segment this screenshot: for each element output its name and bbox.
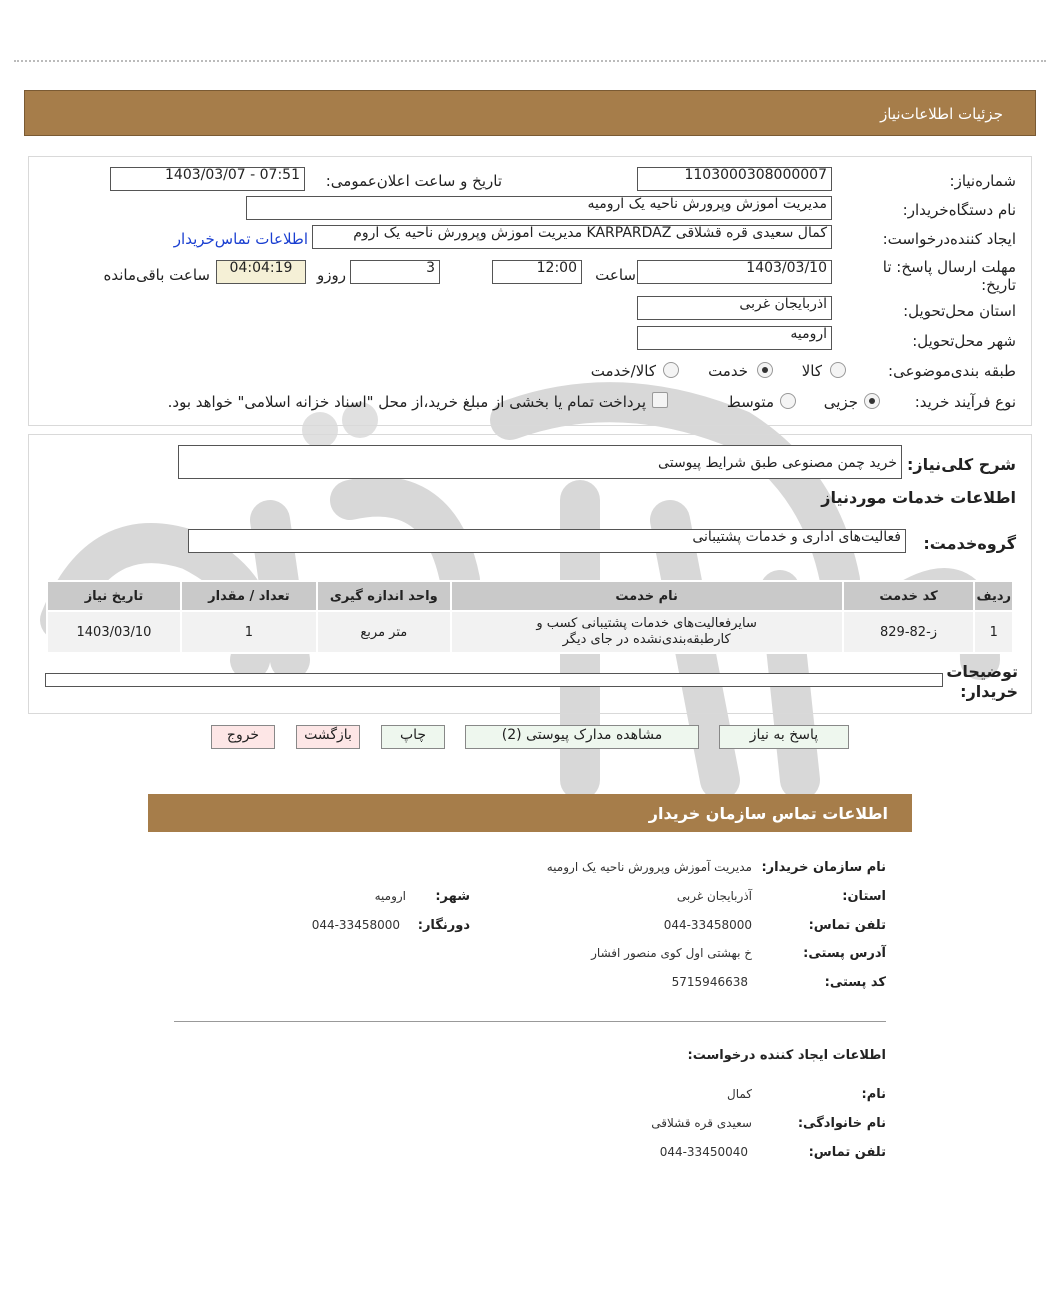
category-radio-service[interactable] (757, 362, 773, 378)
summary-label: شرح کلی‌نیاز: (907, 455, 1016, 474)
cell-unit: متر مربع (317, 611, 451, 653)
page-header (24, 90, 1036, 136)
remaining-label: ساعت باقی‌مانده (103, 266, 210, 284)
view-documents-button[interactable]: مشاهده مدارک پیوستی (2) (465, 725, 699, 749)
contact-phone-label: تلفن تماس: (808, 918, 886, 933)
reply-button[interactable]: پاسخ به نیاز (719, 725, 849, 749)
contact-city-label: شهر: (435, 889, 470, 904)
category-radio-goods-service[interactable] (663, 362, 679, 378)
payment-note: پرداخت تمام یا بخشی از مبلغ خرید،از محل "اسناد خزانه اسلامی" خواهد بود. (167, 393, 646, 411)
col-header-need-date: تاریخ نیاز (47, 581, 181, 611)
deadline-label: مهلت ارسال پاسخ: تا تاریخ: (882, 258, 1016, 294)
contact-header (148, 794, 912, 832)
time-label: ساعت (595, 266, 636, 284)
category-label: طبقه بندی‌موضوعی: (888, 362, 1016, 380)
contact-postal-label: کد پستی: (824, 975, 886, 990)
contact-org-label: نام سازمان خریدار: (761, 860, 886, 875)
creator-name-label: نام: (861, 1087, 886, 1102)
creator-phone-label: تلفن تماس: (808, 1145, 886, 1160)
exit-button[interactable]: خروج (211, 725, 275, 749)
col-header-service-code: کد خدمت (843, 581, 975, 611)
services-table (46, 580, 1014, 654)
cell-service-name: سایرفعالیت‌های خدمات پشتیبانی کسب و کارطبقه‌بندی‌نشده در جای دیگر (451, 611, 843, 653)
process-option-medium: متوسط (726, 393, 774, 411)
category-radio-goods[interactable] (830, 362, 846, 378)
table-header-row (47, 581, 1013, 611)
cell-need-date: 1403/03/10 (47, 611, 181, 653)
creator-info-heading: اطلاعات ایجاد کننده درخواست: (687, 1048, 886, 1063)
cell-quantity: 1 (181, 611, 317, 653)
deadline-time-field: 12:00 (492, 260, 582, 284)
buyer-notes-field (45, 673, 943, 687)
contact-org-value: مدیریت آموزش وپرورش ناحیه یک ارومیه (546, 860, 752, 874)
contact-address-value: خ بهشتی اول کوی منصور افشار (591, 946, 752, 960)
announce-field: 1403/03/07 - 07:51 (110, 167, 305, 191)
contact-province-value: آذربایجان غربی (676, 889, 752, 903)
cell-row-number: 1 (974, 611, 1013, 653)
province-label: استان محل‌تحویل: (903, 302, 1016, 320)
city-field: ارومیه (637, 326, 832, 350)
category-option-goods-service: کالا/خدمت (590, 362, 656, 380)
summary-field: خرید چمن مصنوعی طبق شرایط پیوستی (178, 445, 902, 479)
process-option-minor: جزیی (823, 393, 858, 411)
table-row (47, 611, 1013, 653)
buyer-contact-link[interactable]: اطلاعات تماس‌خریدار (173, 230, 308, 248)
process-radio-medium[interactable] (780, 393, 796, 409)
category-option-goods: کالا (801, 362, 822, 380)
buyer-notes-label: توضیحات خریدار: (946, 662, 1018, 701)
city-label: شهر محل‌تحویل: (912, 332, 1016, 350)
process-radio-minor[interactable] (864, 393, 880, 409)
print-button[interactable]: چاپ (381, 725, 445, 749)
treasury-payment-checkbox[interactable] (652, 392, 668, 408)
category-option-service: خدمت (708, 362, 748, 380)
contact-postal-value: 5715946638 (671, 975, 748, 989)
creator-field: کمال سعیدی قره قشلاقی KARPARDAZ مدیریت آموزش وپرورش ناحیه یک اروم (312, 225, 832, 249)
col-header-quantity: تعداد / مقدار (181, 581, 317, 611)
contact-fax-label: دورنگار: (417, 918, 470, 933)
col-header-row-number: ردیف (974, 581, 1013, 611)
contact-title: اطلاعات تماس سازمان خریدار (648, 804, 888, 823)
days-label: روزو (317, 266, 346, 284)
deadline-date-field: 1403/03/10 (637, 260, 832, 284)
page-title: جزئیات اطلاعات‌نیاز (880, 105, 1003, 123)
top-divider (14, 60, 1046, 62)
creator-family-label: نام خانوادگی: (797, 1116, 886, 1131)
contact-divider (174, 1021, 886, 1022)
contact-phone-value: 044-33458000 (663, 918, 752, 932)
contact-address-label: آدرس پستی: (803, 946, 886, 961)
process-label: نوع فرآیند خرید: (914, 393, 1016, 411)
col-header-unit: واحد اندازه گیری (317, 581, 451, 611)
need-number-label: شماره‌نیاز: (949, 172, 1016, 190)
remaining-time-field: 04:04:19 (216, 260, 306, 284)
service-group-field: فعالیت‌های اداری و خدمات پشتیبانی (188, 529, 906, 553)
announce-label: تاریخ و ساعت اعلان‌عمومی: (325, 172, 502, 190)
creator-family-value: سعیدی قره قشلاقی (651, 1116, 752, 1130)
creator-name-value: کمال (726, 1087, 752, 1101)
contact-fax-value: 044-33458000 (311, 918, 400, 932)
days-field: 3 (350, 260, 440, 284)
service-group-label: گروه‌خدمت: (923, 534, 1016, 553)
creator-phone-value: 044-33450040 (659, 1145, 748, 1159)
contact-city-value: ارومیه (374, 889, 406, 903)
province-field: آذربایجان غربی (637, 296, 832, 320)
buyer-org-label: نام دستگاه‌خریدار: (902, 201, 1016, 219)
services-heading: اطلاعات خدمات موردنیاز (821, 488, 1016, 507)
buyer-org-field: مدیریت آموزش وپرورش ناحیه یک ارومیه (246, 196, 832, 220)
cell-service-code: ز-82-829 (843, 611, 975, 653)
col-header-service-name: نام خدمت (451, 581, 843, 611)
creator-label: ایجاد کننده‌درخواست: (882, 230, 1016, 248)
back-button[interactable]: بازگشت (296, 725, 360, 749)
contact-province-label: استان: (842, 889, 886, 904)
need-number-field: 1103000308000007 (637, 167, 832, 191)
